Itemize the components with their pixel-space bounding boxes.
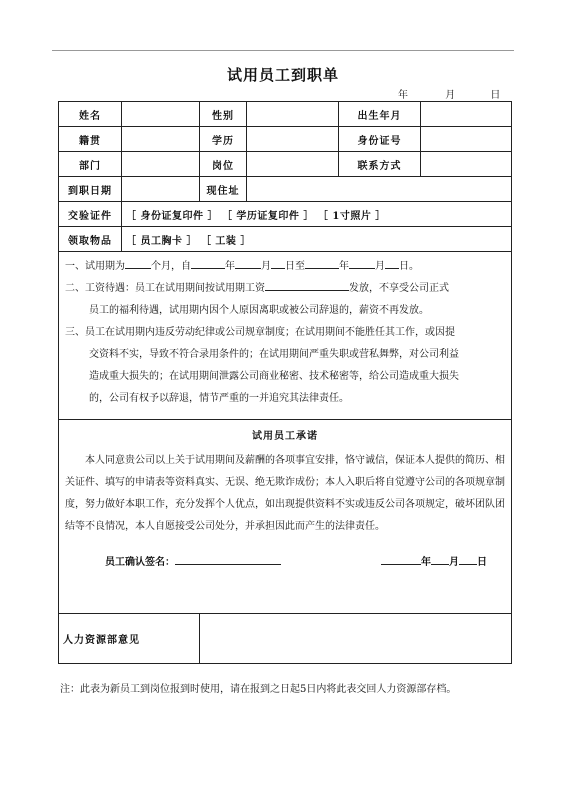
field-origin[interactable] [122,127,200,152]
sign-year-blank[interactable] [381,552,421,565]
label-gender: 性别 [200,102,247,127]
trial-salary-blank[interactable] [265,278,349,291]
label-contact: 联系方式 [339,152,421,177]
onboarding-form [58,101,512,664]
sign-day-label: 日 [477,557,487,568]
term-1-text: 年 [339,261,349,272]
field-birth[interactable] [421,102,512,127]
term-1-text: 一、试用期为 [65,261,125,272]
date-year-label: 年 [398,90,408,101]
signature-label: 员工确认签名： [105,557,175,568]
label-position: 岗位 [200,152,247,177]
term-3-cont-3: 的，公司有权予以辞退，情节严重的一并追究其法律责任。 [89,393,349,404]
field-id-number[interactable] [421,127,512,152]
term-2-cont: 员工的福利待遇，试用期内因个人原因离职或被公司辞退的，薪资不再发放。 [89,305,429,316]
sign-month-label: 月 [449,557,459,568]
label-address: 现住址 [200,177,247,202]
date-day-label: 日 [490,90,501,101]
term-1-text: 个月，自 [151,261,191,272]
term-1-text: 月 [375,261,385,272]
label-items-received: 领取物品 [59,227,122,252]
field-address[interactable] [247,177,512,202]
term-1-text: 月 [261,261,271,272]
label-documents: 交验证件 [59,202,122,227]
end-day-blank[interactable] [385,256,399,269]
field-contact[interactable] [421,152,512,177]
term-1 [65,256,505,278]
term-2-text: 发放，不享受公司正式 [349,283,449,294]
promise-text: 本人同意贵公司以上关于试用期间及薪酬的各项事宜安排，恪守诚信，保证本人提供的简历、相关证件、填写的申请表等资料真实、无误、绝无欺诈成份；本人入职后将自觉遵守公司的各项规章制度，努力做好本职工作，充分发挥个人优点，如出现提供资料不实或违反公司各项规定，破坏团队团结等不良情况，本人自愿接受公司处分，并承担因此而产生的法律责任。 [65,455,505,532]
start-day-blank[interactable] [271,256,285,269]
end-year-blank[interactable] [305,256,339,269]
sign-day-blank[interactable] [459,552,477,565]
label-report-date: 到职日期 [59,177,122,202]
field-education[interactable] [247,127,339,152]
label-name: 姓名 [59,102,122,127]
field-position[interactable] [247,152,339,177]
label-birth: 出生年月 [339,102,421,127]
footnote: 注：此表为新员工到岗位报到时使用，请在报到之日起5日内将此表交回人力资源部存档。 [60,684,457,695]
label-department: 部门 [59,152,122,177]
items-received-checklist[interactable]: ［ 员工胸卡 ］ ［ 工装 ］ [122,227,512,252]
sign-month-blank[interactable] [431,552,449,565]
header-rule [52,50,514,51]
label-origin: 籍贯 [59,127,122,152]
start-year-blank[interactable] [191,256,225,269]
field-department[interactable] [122,152,200,177]
documents-checklist[interactable]: ［ 身份证复印件 ］ ［ 学历证复印件 ］ ［ 1寸照片 ］ [122,202,512,227]
term-1-text: 日至 [285,261,305,272]
date-header [398,86,500,101]
term-3: 三、员工在试用期内违反劳动纪律或公司规章制度；在试用期间不能胜任其工作，或因提 [65,327,455,338]
field-report-date[interactable] [122,177,200,202]
date-month-label: 月 [445,90,456,101]
signature-date [381,552,487,574]
start-month-blank[interactable] [235,256,261,269]
promise-section [59,420,512,614]
term-3-cont-1: 交资料不实，导致不符合录用条件的；在试用期间严重失职或营私舞弊，对公司利益 [89,349,459,360]
promise-title: 试用员工承诺 [252,431,318,442]
signature-row [65,552,505,574]
trial-months-blank[interactable] [125,256,151,269]
term-2-text: 二、工资待遇：员工在试用期间按试用期工资 [65,283,265,294]
term-2 [65,278,505,300]
terms-section [59,252,512,420]
label-id-number: 身份证号 [339,127,421,152]
field-gender[interactable] [247,102,339,127]
term-3-cont-2: 造成重大损失的；在试用期间泄露公司商业秘密、技术秘密等，给公司造成重大损失 [89,371,459,382]
page-title: 试用员工到职单 [226,66,339,84]
sign-year-label: 年 [421,557,431,568]
field-hr-opinion[interactable] [200,614,512,664]
term-1-text: 日。 [399,261,419,272]
end-month-blank[interactable] [349,256,375,269]
signature-field[interactable] [175,552,281,565]
label-education: 学历 [200,127,247,152]
field-name[interactable] [122,102,200,127]
term-1-text: 年 [225,261,235,272]
label-hr-opinion: 人力资源部意见 [59,614,200,664]
signature-group [105,552,281,574]
